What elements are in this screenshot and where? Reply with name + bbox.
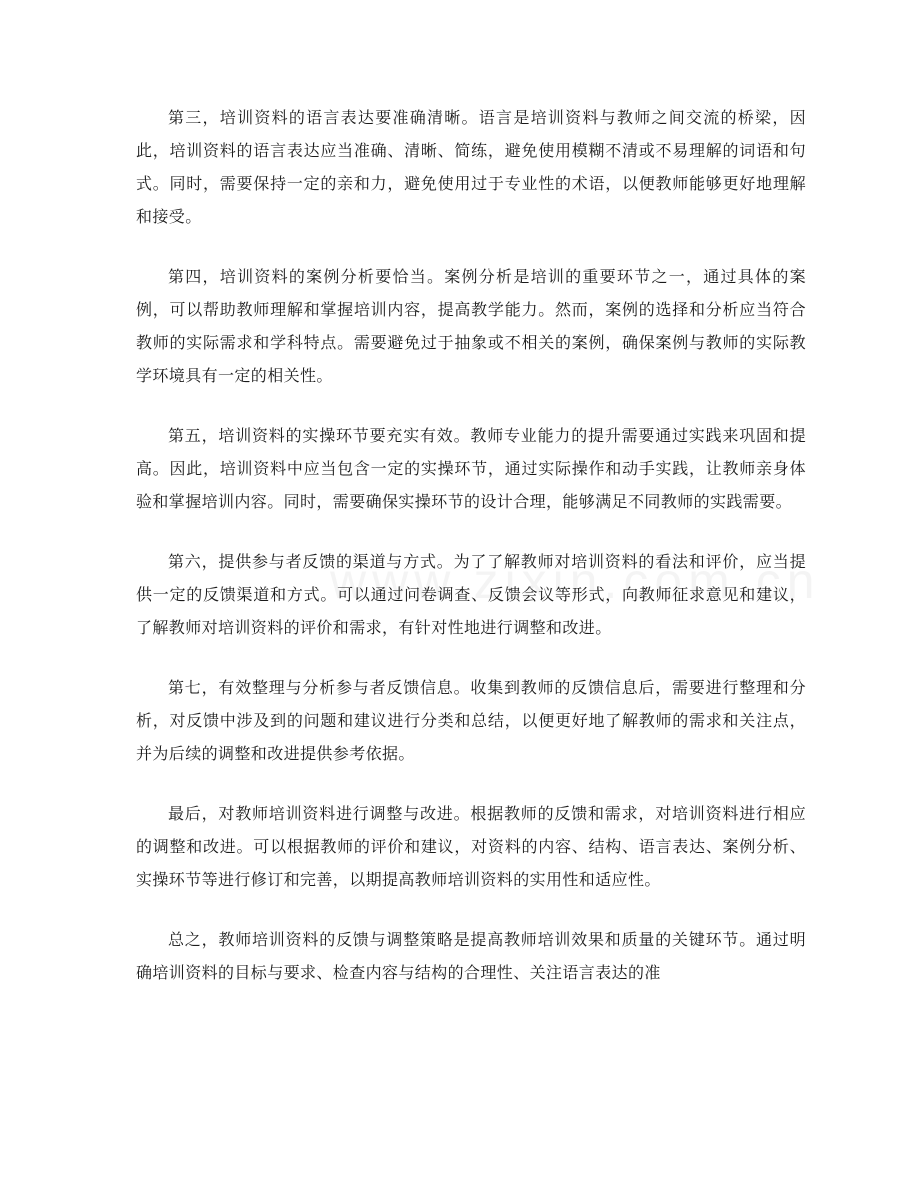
paragraph-final: 最后，对教师培训资料进行调整与改进。根据教师的反馈和需求，对培训资料进行相应的调整和改进。可以根据教师的评价和建议，对资料的内容、结构、语言表达、案例分析、实操环节等进行修订和完善，以期提高教师培训资料的实用性和适应性。 bbox=[136, 804, 806, 889]
paragraph-sixth: 第六，提供参与者反馈的渠道与方式。为了了解教师对培训资料的看法和评价，应当提供一定的反馈渠道和方式。可以通过问卷调查、反馈会议等形式，向教师征求意见和建议，了解教师对培训资料的评价和需求，有针对性地进行调整和改进。 bbox=[136, 552, 806, 637]
paragraph-summary: 总之，教师培训资料的反馈与调整策略是提高教师培训效果和质量的关键环节。通过明确培训资料的目标与要求、检查内容与结构的合理性、关注语言表达的准 bbox=[136, 930, 806, 982]
paragraph-seventh: 第七，有效整理与分析参与者反馈信息。收集到教师的反馈信息后，需要进行整理和分析，对反馈中涉及到的问题和建议进行分类和总结，以便更好地了解教师的需求和关注点，并为后续的调整和改进提供参考依据。 bbox=[136, 678, 806, 763]
document-body bbox=[136, 101, 806, 1016]
paragraph-fourth: 第四，培训资料的案例分析要恰当。案例分析是培训的重要环节之一，通过具体的案例，可以帮助教师理解和掌握培训内容，提高教学能力。然而，案例的选择和分析应当符合教师的实际需求和学科特点。需要避免过于抽象或不相关的案例，确保案例与教师的实际教学环境具有一定的相关性。 bbox=[136, 267, 806, 385]
paragraph-third: 第三，培训资料的语言表达要准确清晰。语言是培训资料与教师之间交流的桥梁，因此，培训资料的语言表达应当准确、清晰、简练，避免使用模糊不清或不易理解的词语和句式。同时，需要保持一定的亲和力，避免使用过于专业性的术语，以便教师能够更好地理解和接受。 bbox=[136, 108, 806, 226]
paragraph-fifth: 第五，培训资料的实操环节要充实有效。教师专业能力的提升需要通过实践来巩固和提高。因此，培训资料中应当包含一定的实操环节，通过实际操作和动手实践，让教师亲身体验和掌握培训内容。同时，需要确保实操环节的设计合理，能够满足不同教师的实践需要。 bbox=[136, 426, 806, 511]
